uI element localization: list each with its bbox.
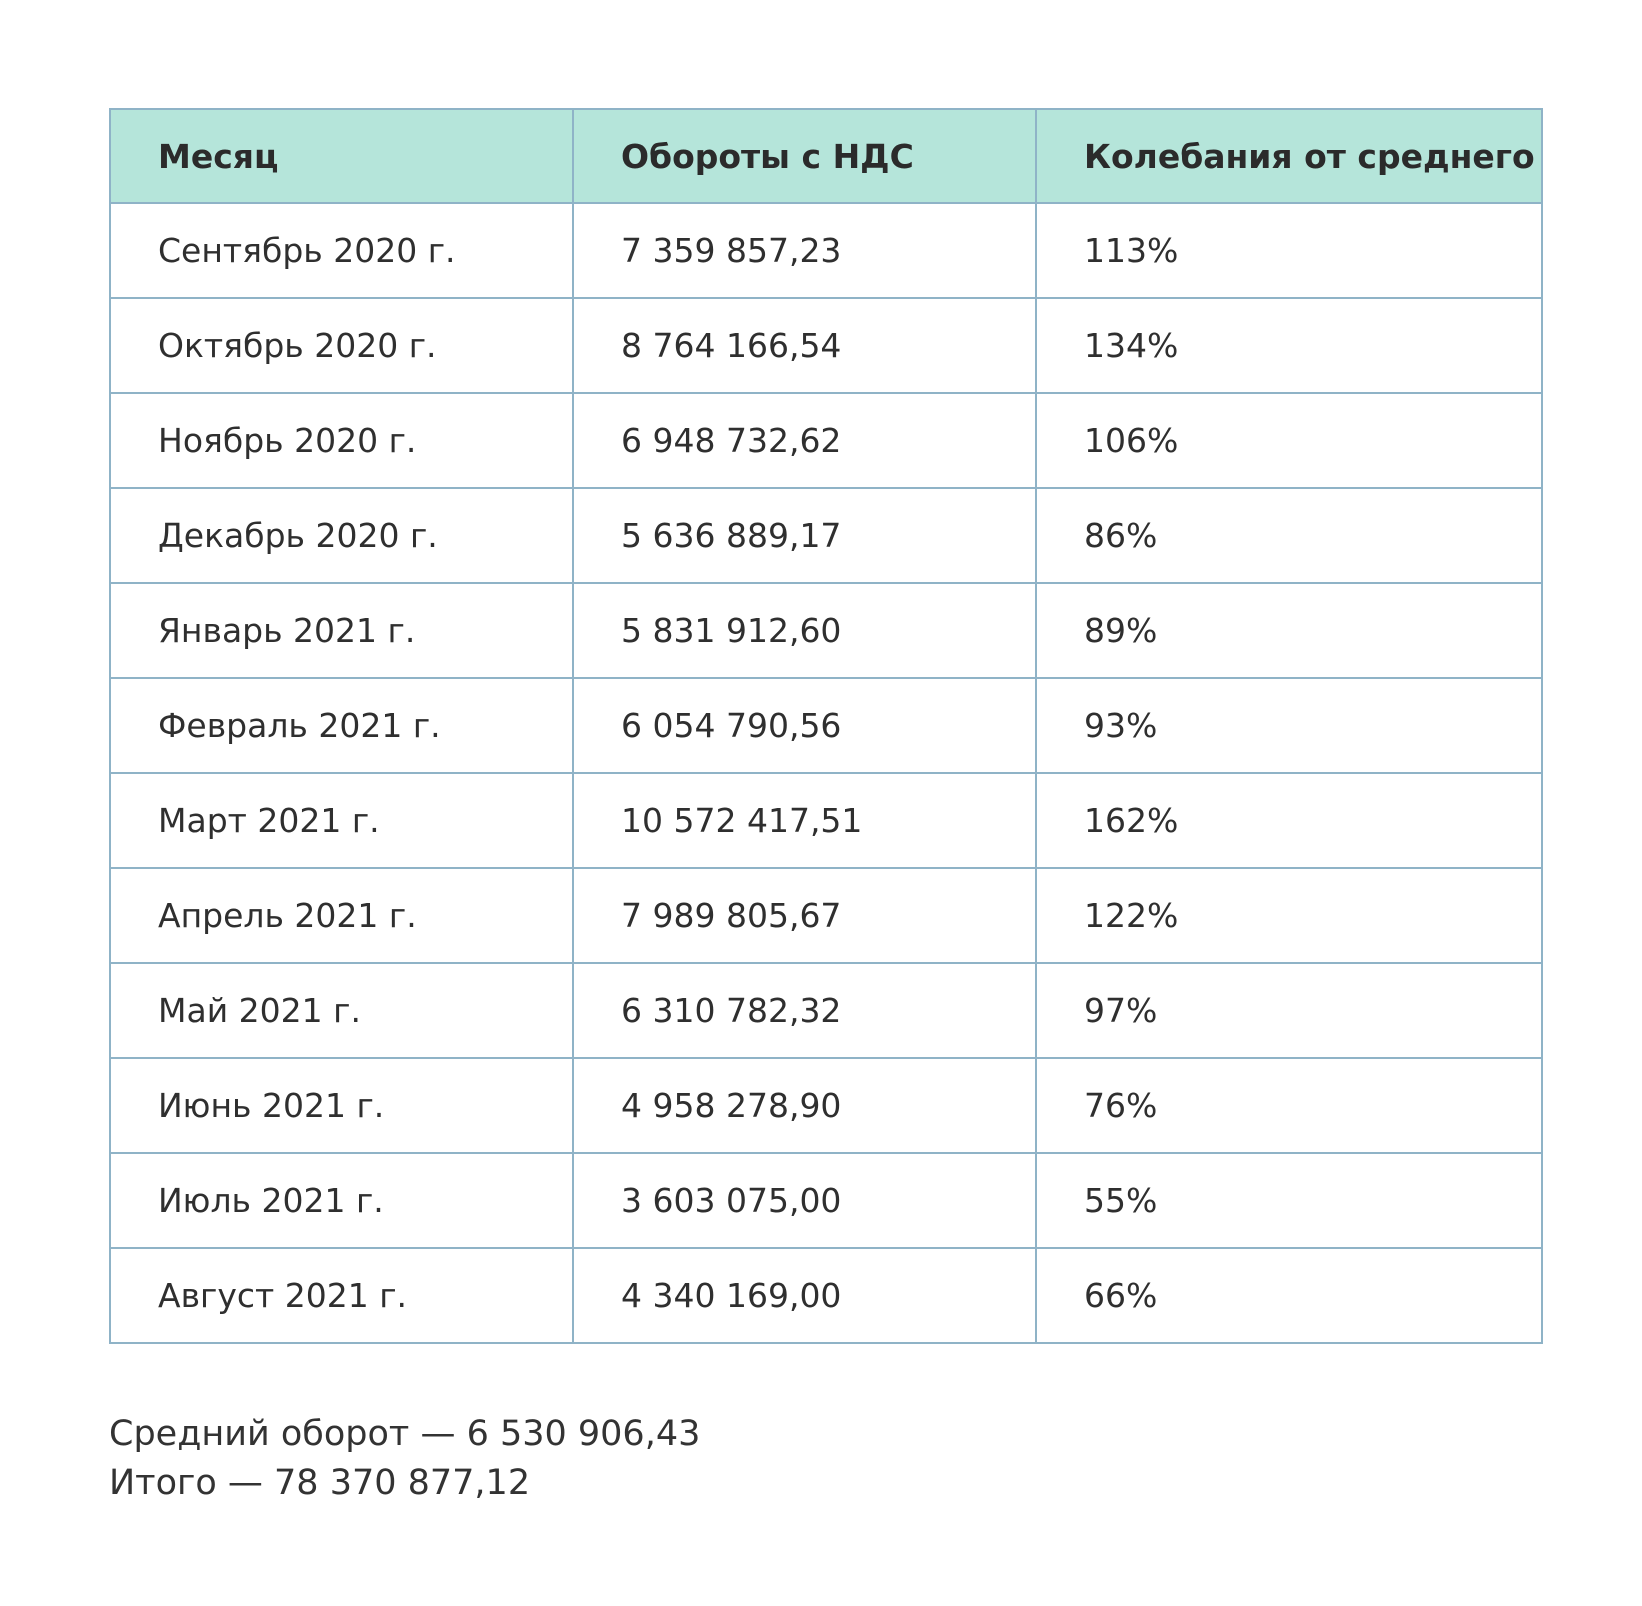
cell-deviation: 162% (1036, 773, 1542, 868)
cell-turnover: 4 340 169,00 (573, 1248, 1036, 1343)
cell-month: Сентябрь 2020 г. (110, 203, 573, 298)
cell-month: Май 2021 г. (110, 963, 573, 1058)
table-row (110, 868, 1542, 963)
cell-month: Январь 2021 г. (110, 583, 573, 678)
header-deviation: Колебания от среднего (1036, 109, 1542, 203)
cell-turnover: 8 764 166,54 (573, 298, 1036, 393)
cell-month: Декабрь 2020 г. (110, 488, 573, 583)
table-header (110, 109, 1542, 203)
table-row (110, 773, 1542, 868)
total-turnover: Итого — 78 370 877,12 (109, 1463, 531, 1503)
table-row (110, 963, 1542, 1058)
cell-month: Март 2021 г. (110, 773, 573, 868)
table-row (110, 1153, 1542, 1248)
table-row (110, 298, 1542, 393)
cell-deviation: 106% (1036, 393, 1542, 488)
cell-turnover: 5 831 912,60 (573, 583, 1036, 678)
cell-turnover: 4 958 278,90 (573, 1058, 1036, 1153)
cell-turnover: 3 603 075,00 (573, 1153, 1036, 1248)
cell-month: Ноябрь 2020 г. (110, 393, 573, 488)
cell-turnover: 10 572 417,51 (573, 773, 1036, 868)
summary (109, 1410, 700, 1508)
header-turnover: Обороты с НДС (573, 109, 1036, 203)
table-row (110, 583, 1542, 678)
average-turnover: Средний оборот — 6 530 906,43 (109, 1414, 701, 1454)
cell-turnover: 6 948 732,62 (573, 393, 1036, 488)
table-row (110, 1248, 1542, 1343)
cell-month: Февраль 2021 г. (110, 678, 573, 773)
table-row (110, 678, 1542, 773)
cell-deviation: 76% (1036, 1058, 1542, 1153)
header-month: Месяц (110, 109, 573, 203)
cell-turnover: 6 310 782,32 (573, 963, 1036, 1058)
cell-deviation: 97% (1036, 963, 1542, 1058)
cell-turnover: 7 989 805,67 (573, 868, 1036, 963)
cell-deviation: 66% (1036, 1248, 1542, 1343)
cell-month: Апрель 2021 г. (110, 868, 573, 963)
cell-month: Август 2021 г. (110, 1248, 573, 1343)
cell-turnover: 7 359 857,23 (573, 203, 1036, 298)
table-row (110, 203, 1542, 298)
cell-month: Июль 2021 г. (110, 1153, 573, 1248)
turnover-table (109, 108, 1543, 1344)
cell-turnover: 5 636 889,17 (573, 488, 1036, 583)
cell-deviation: 89% (1036, 583, 1542, 678)
cell-deviation: 122% (1036, 868, 1542, 963)
cell-month: Октябрь 2020 г. (110, 298, 573, 393)
table-row (110, 1058, 1542, 1153)
table-row (110, 488, 1542, 583)
table-row (110, 393, 1542, 488)
cell-turnover: 6 054 790,56 (573, 678, 1036, 773)
cell-month: Июнь 2021 г. (110, 1058, 573, 1153)
cell-deviation: 134% (1036, 298, 1542, 393)
cell-deviation: 86% (1036, 488, 1542, 583)
cell-deviation: 113% (1036, 203, 1542, 298)
header-row (110, 109, 1542, 203)
cell-deviation: 93% (1036, 678, 1542, 773)
table-body (110, 203, 1542, 1343)
cell-deviation: 55% (1036, 1153, 1542, 1248)
